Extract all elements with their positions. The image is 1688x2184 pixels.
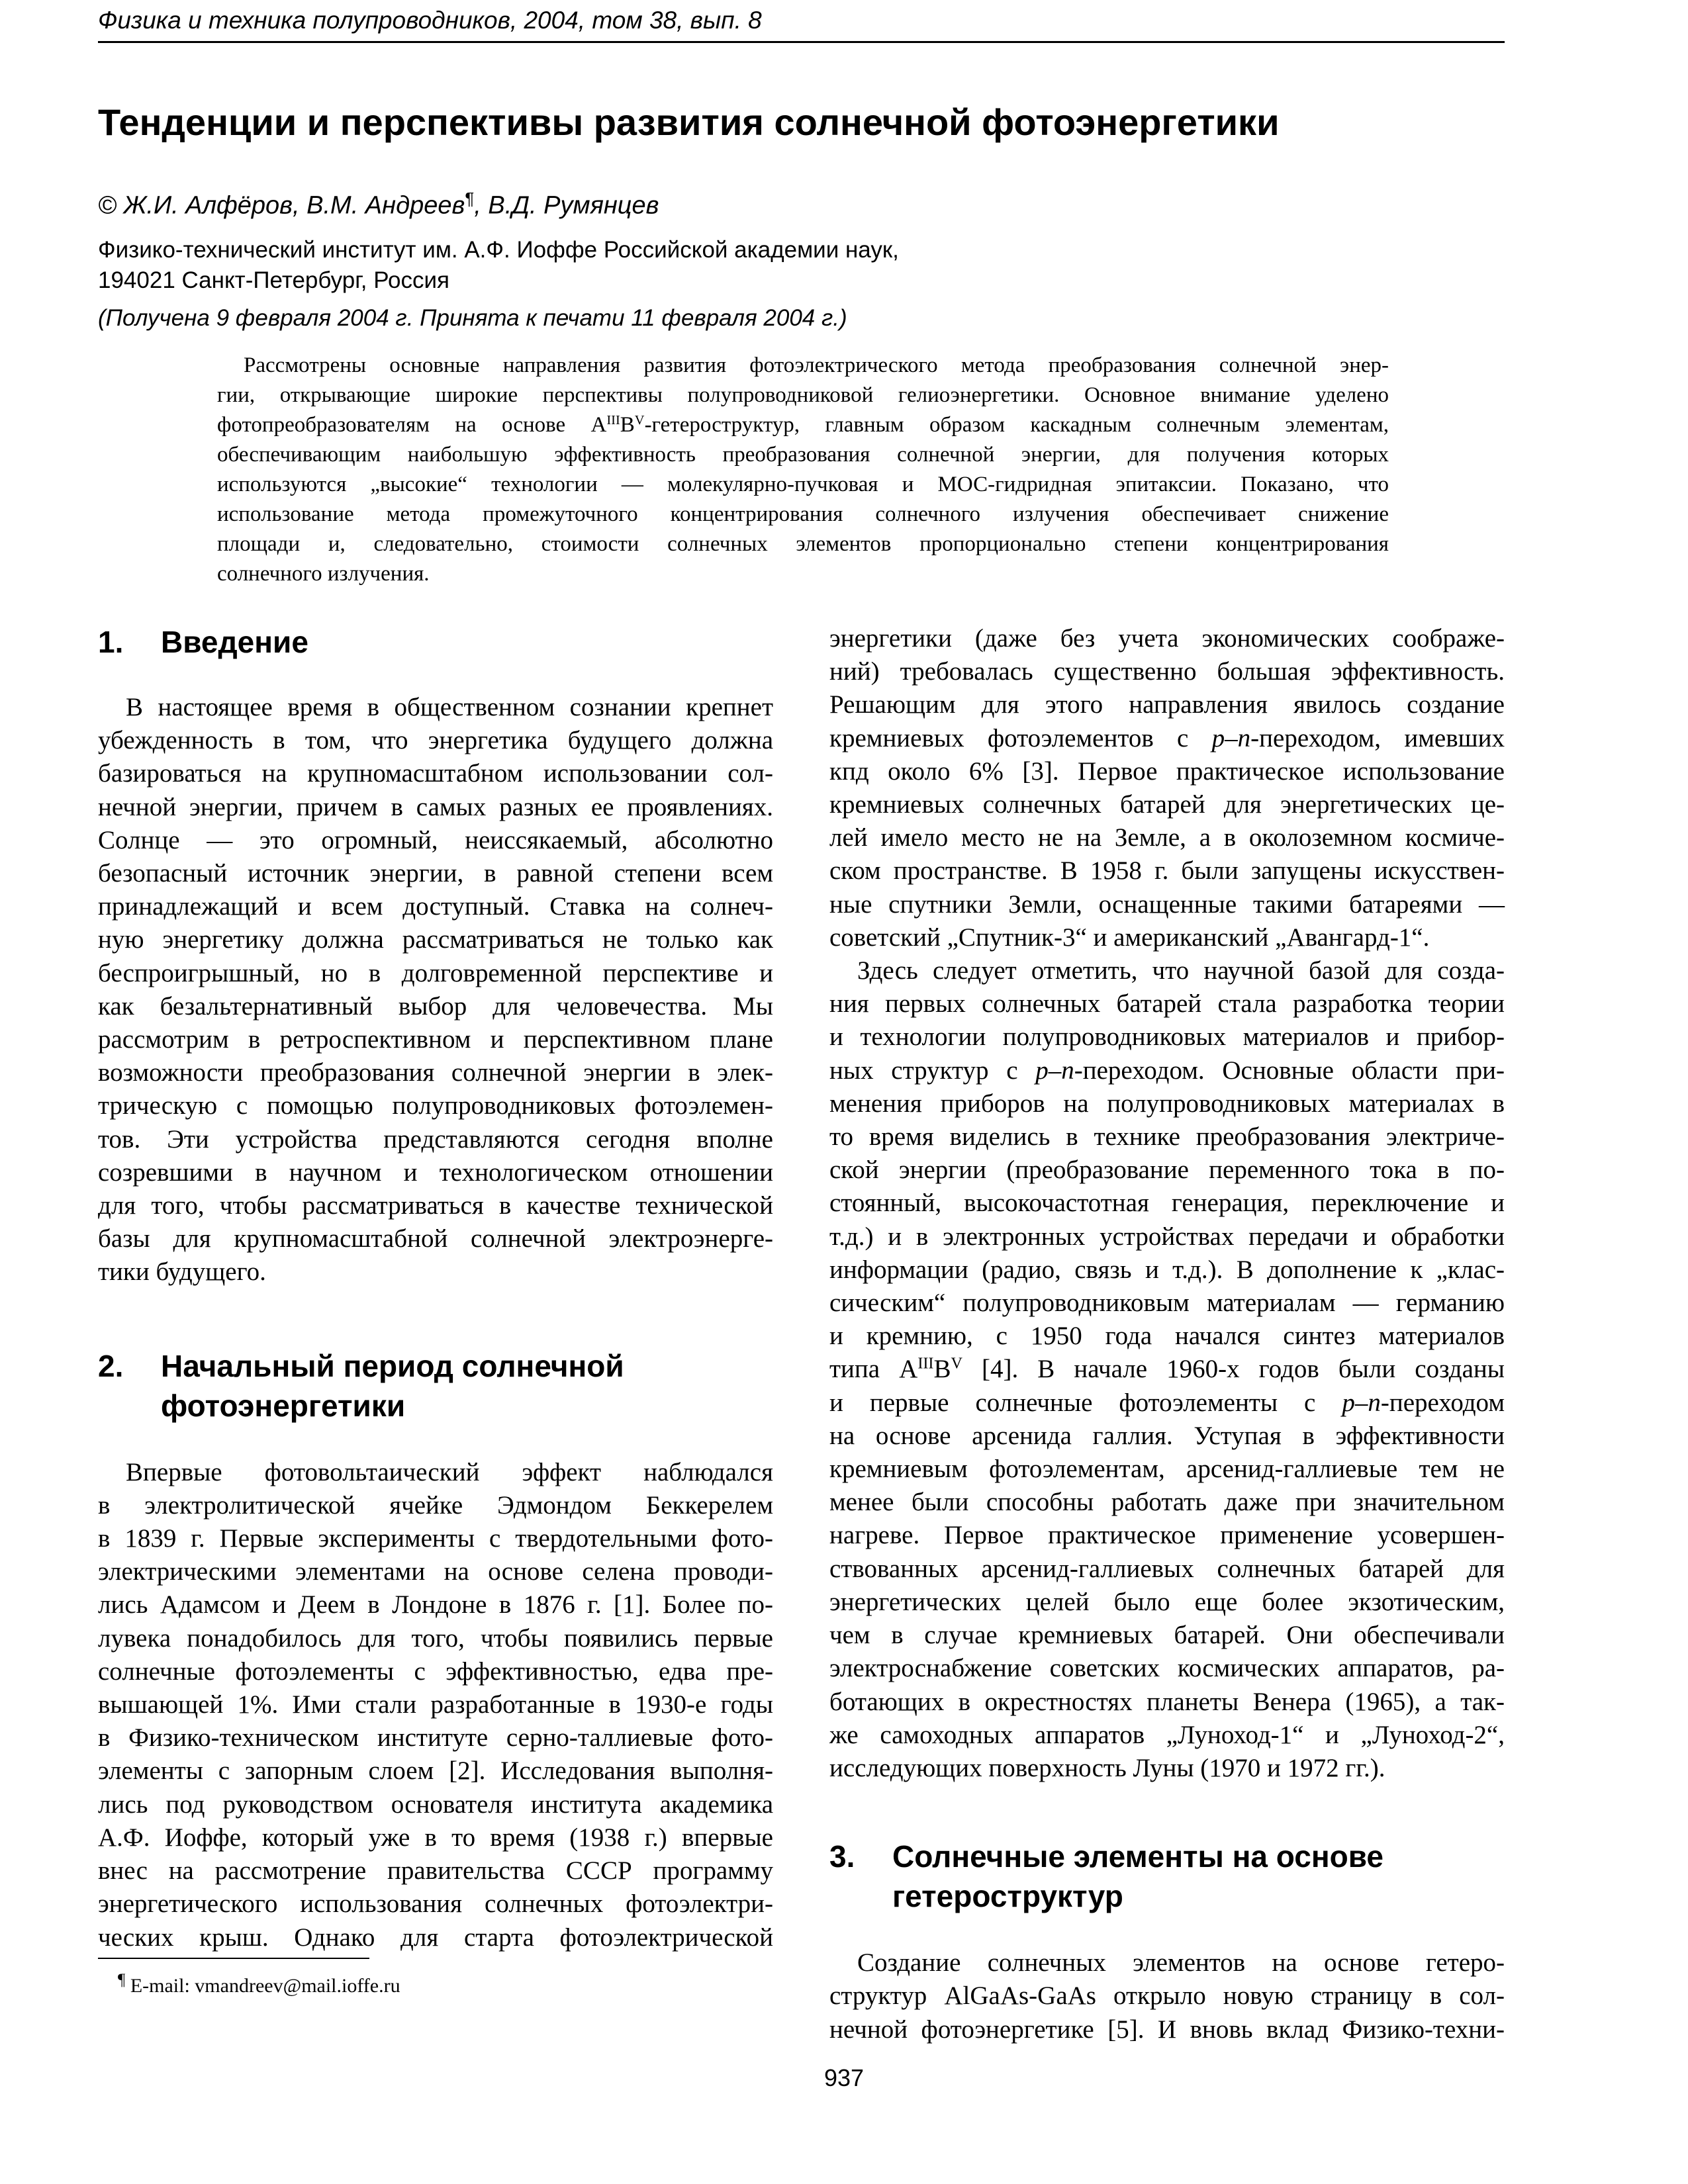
- section-title-line: фотоэнергетики: [161, 1388, 406, 1423]
- text-line: энергетики (даже без учета экономических соображе-: [829, 624, 1505, 653]
- text-line: стоянный, высокочастотная генерация, переключение и: [829, 1189, 1505, 1218]
- abstract-line: использование метода промежуточного концентрирования солнечного излучения обеспечивает снижение: [217, 502, 1389, 526]
- text-line: исследующих поверхность Луны (1970 и 1972 гг.).: [829, 1753, 1385, 1782]
- text-line: информации (радио, связь и т.д.). В дополнение к „клас-: [829, 1255, 1505, 1284]
- text-line: Здесь следует отметить, что научной базой для созда-: [857, 956, 1505, 985]
- text-line: в 1839 г. Первые эксперименты с твердотельными фото-: [98, 1524, 773, 1553]
- text-line: внес на рассмотрение правительства СССР программу: [98, 1856, 773, 1886]
- text-line: возможности преобразования солнечной энергии в элек-: [98, 1058, 773, 1087]
- text-line: ния первых солнечных батарей стала разработка теории: [829, 989, 1505, 1019]
- authors: [98, 182, 659, 222]
- text-line: нагреве. Первое практическое применение усовершен-: [829, 1521, 1505, 1550]
- text-line: тов. Эти устройства представляются сегодня вполне: [98, 1124, 773, 1154]
- text-line: энергетических целей было еще более экзотическим,: [829, 1587, 1505, 1616]
- text-line: тики будущего.: [98, 1257, 266, 1287]
- footnote-rule: [98, 1958, 369, 1959]
- text-line: менения приборов на полупроводниковых материалах в: [829, 1089, 1505, 1118]
- section-number: 1.: [98, 625, 124, 659]
- abstract: [217, 351, 1389, 589]
- section-3-text: [829, 1946, 1505, 2046]
- received-dates: (Получена 9 февраля 2004 г. Принята к печати 11 февраля 2004 г.): [98, 305, 847, 331]
- text-line: то время виделись в технике преобразования электриче-: [829, 1122, 1505, 1152]
- text-line: лись под руководством основателя института академика: [98, 1790, 773, 1819]
- section-number: 2.: [98, 1348, 124, 1383]
- text-line: менее были способны работать даже при значительном: [829, 1488, 1505, 1517]
- text-line: советский „Спутник-3“ и американский „Авангард-1“.: [829, 923, 1430, 952]
- text-line: ской энергии (преобразование переменного тока в по-: [829, 1156, 1505, 1185]
- section-title-line: Солнечные элементы на основе: [892, 1839, 1383, 1874]
- text-line: созревшими в научном и технологическом отношении: [98, 1158, 773, 1187]
- text-line: ческих крыш. Однако для старта фотоэлектрической: [98, 1923, 773, 1952]
- text-line: и кремнию, с 1950 года начался синтез материалов: [829, 1322, 1505, 1351]
- page-number: 937: [823, 2064, 865, 2091]
- text-line: Создание солнечных элементов на основе гетеро-: [857, 1948, 1505, 1978]
- text-line: структур AlGaAs-GaAs открыло новую страницу в сол-: [829, 1981, 1505, 2011]
- section-title-line: гетероструктур: [892, 1879, 1123, 1914]
- section-2-continued: [829, 622, 1505, 1785]
- text-line: чем в случае кремниевых батарей. Они обеспечивали: [829, 1621, 1505, 1650]
- affiliation-line: 194021 Санкт-Петербург, Россия: [98, 267, 449, 293]
- text-line: нечной энергии, причем в самых разных ее проявлениях.: [98, 792, 773, 821]
- authors-rest: , В.Д. Румянцев: [474, 191, 659, 220]
- text-line: кремниевым фотоэлементам, арсенид-галлиевые тем не: [829, 1455, 1505, 1484]
- authors-prefix: © Ж.И. Алфёров, В.М. Андреев: [98, 191, 465, 220]
- text-line: электроснабжение советских космических аппаратов, ра-: [829, 1654, 1505, 1683]
- text-line: ных структур с p–n-переходом. Основные области при-: [829, 1056, 1505, 1085]
- text-line: ствованных арсенид-галлиевых солнечных батарей для: [829, 1554, 1505, 1583]
- section-2-heading: [98, 1346, 773, 1426]
- text-line: рассмотрим в ретроспективном и перспективном плане: [98, 1025, 773, 1054]
- text-line: базироваться на крупномасштабном использовании сол-: [98, 759, 773, 788]
- section-title-line: Начальный период солнечной: [161, 1348, 624, 1383]
- section-1-text: [98, 691, 773, 1289]
- text-line: типа $A^{III}B^V$ [4]. В начале 1960-х годов были созданы: [829, 1355, 1505, 1384]
- text-line: в электролитической ячейке Эдмондом Беккерелем: [98, 1490, 773, 1520]
- affiliation: [98, 235, 899, 296]
- text-line: Солнце — это огромный, неиссякаемый, абсолютно: [98, 825, 773, 854]
- text-line: трическую с помощью полупроводниковых фотоэлемен-: [98, 1091, 773, 1120]
- section-2-text: [98, 1456, 773, 1954]
- text-line: кпд около 6% [3]. Первое практическое использование: [829, 756, 1505, 786]
- section-3-heading: [829, 1837, 1505, 1916]
- abstract-line: Рассмотрены основные направления развития фотоэлектрического метода преобразования солнечной энер-: [244, 353, 1389, 377]
- left-column: [98, 622, 773, 1954]
- text-line: ском пространстве. В 1958 г. были запущены искусствен-: [829, 856, 1505, 886]
- section-title: Введение: [161, 625, 308, 659]
- text-line: А.Ф. Иоффе, который уже в то время (1938 г.) впервые: [98, 1823, 773, 1852]
- header-rule: [98, 41, 1505, 43]
- text-line: кремниевых солнечных батарей для энергетических це-: [829, 790, 1505, 819]
- text-line: кремниевых фотоэлементов с p–n-переходом, имевших: [829, 723, 1505, 752]
- text-line: как безальтернативный выбор для человечества. Мы: [98, 991, 773, 1021]
- text-line: ную энергетику должна рассматриваться не только как: [98, 925, 773, 954]
- text-line: Впервые фотовольтаический эффект наблюдался: [126, 1457, 773, 1486]
- text-line: энергетического использования солнечных фотоэлектри-: [98, 1889, 773, 1919]
- text-line: ные спутники Земли, оснащенные такими батареями —: [829, 889, 1505, 919]
- text-line: убежденность в том, что энергетика будущего должна: [98, 726, 773, 755]
- text-line: и первые солнечные фотоэлементы с p–n-переходом: [829, 1388, 1505, 1417]
- text-line: беспроигрышный, но в долговременной перспективе и: [98, 958, 773, 987]
- text-line: и технологии полупроводниковых материалов и прибор-: [829, 1023, 1505, 1052]
- abstract-line: площади и, следовательно, стоимости солнечных элементов пропорционально степени концентрирования: [217, 532, 1389, 556]
- text-line: принадлежащий и всем доступный. Ставка на солнеч-: [98, 892, 773, 921]
- text-line: для того, чтобы рассматриваться в качестве технической: [98, 1191, 773, 1220]
- text-line: ботающих в окрестностях планеты Венера (1965), а так-: [829, 1687, 1505, 1716]
- abstract-line: фотопреобразователям на основе $A^{III}B^V$-гетероструктур, главным образом каскадным солнечным элементам,: [217, 412, 1389, 437]
- text-line: солнечные фотоэлементы с эффективностью, едва пре-: [98, 1657, 773, 1686]
- text-line: базы для крупномасштабной солнечной электроэнерге-: [98, 1224, 773, 1253]
- text-line: на основе арсенида галлия. Уступая в эффективности: [829, 1421, 1505, 1450]
- footnote-mark: ¶: [118, 1971, 126, 1989]
- text-line: В настоящее время в общественном сознании крепнет: [126, 693, 773, 721]
- section-number: 3.: [829, 1839, 855, 1874]
- text-line: нечной фотоэнергетике [5]. И вновь вклад Физико-техни-: [829, 2015, 1505, 2044]
- author-footnote-mark: ¶: [465, 189, 475, 208]
- abstract-line: солнечного излучения.: [217, 562, 430, 586]
- text-line: же самоходных аппаратов „Луноход-1“ и „Луноход-2“,: [829, 1720, 1505, 1749]
- footnote-text: E-mail: vmandreev@mail.ioffe.ru: [125, 1975, 400, 1997]
- running-head: Физика и техника полупроводников, 2004, том 38, вып. 8: [98, 7, 762, 34]
- article-title: Тенденции и перспективы развития солнечной фотоэнергетики: [98, 101, 1280, 143]
- affiliation-line: Физико-технический институт им. А.Ф. Иоффе Российской академии наук,: [98, 237, 899, 263]
- text-line: элементы с запорным слоем [2]. Исследования выполня-: [98, 1756, 773, 1786]
- abstract-line: обеспечивающим наибольшую эффективность преобразования солнечной энергии, для получения которых: [217, 443, 1389, 467]
- footnote: [118, 1967, 400, 1999]
- abstract-line: используются „высокие“ технологии — молекулярно-пучковая и МОС-гидридная эпитаксии. Показано, что: [217, 473, 1389, 496]
- text-line: ний) требовалась существенно большая эффективность.: [829, 657, 1505, 686]
- text-line: в Физико-техническом институте серно-таллиевые фото-: [98, 1723, 773, 1752]
- right-column: [829, 622, 1505, 2046]
- text-line: безопасный источник энергии, в равной степени всем: [98, 859, 773, 888]
- text-line: лей имело место не на Земле, а в околоземном космиче-: [829, 823, 1505, 852]
- text-line: вышающей 1%. Ими стали разработанные в 1930-е годы: [98, 1690, 773, 1719]
- text-line: т.д.) и в электронных устройствах передачи и обработки: [829, 1222, 1505, 1251]
- text-line: лувека понадобилось для того, чтобы появились первые: [98, 1623, 773, 1653]
- text-line: электрическими элементами на основе селена проводи-: [98, 1557, 773, 1586]
- text-line: Решающим для этого направления явилось создание: [829, 690, 1505, 719]
- text-line: сическим“ полупроводниковым материалам — германию: [829, 1289, 1505, 1318]
- text-line: лись Адамсом и Деем в Лондоне в 1876 г. [1]. Более по-: [98, 1590, 773, 1619]
- section-1-heading: [98, 622, 773, 662]
- abstract-line: гии, открывающие широкие перспективы полупроводниковой гелиоэнергетики. Основное внимание уделено: [217, 383, 1389, 407]
